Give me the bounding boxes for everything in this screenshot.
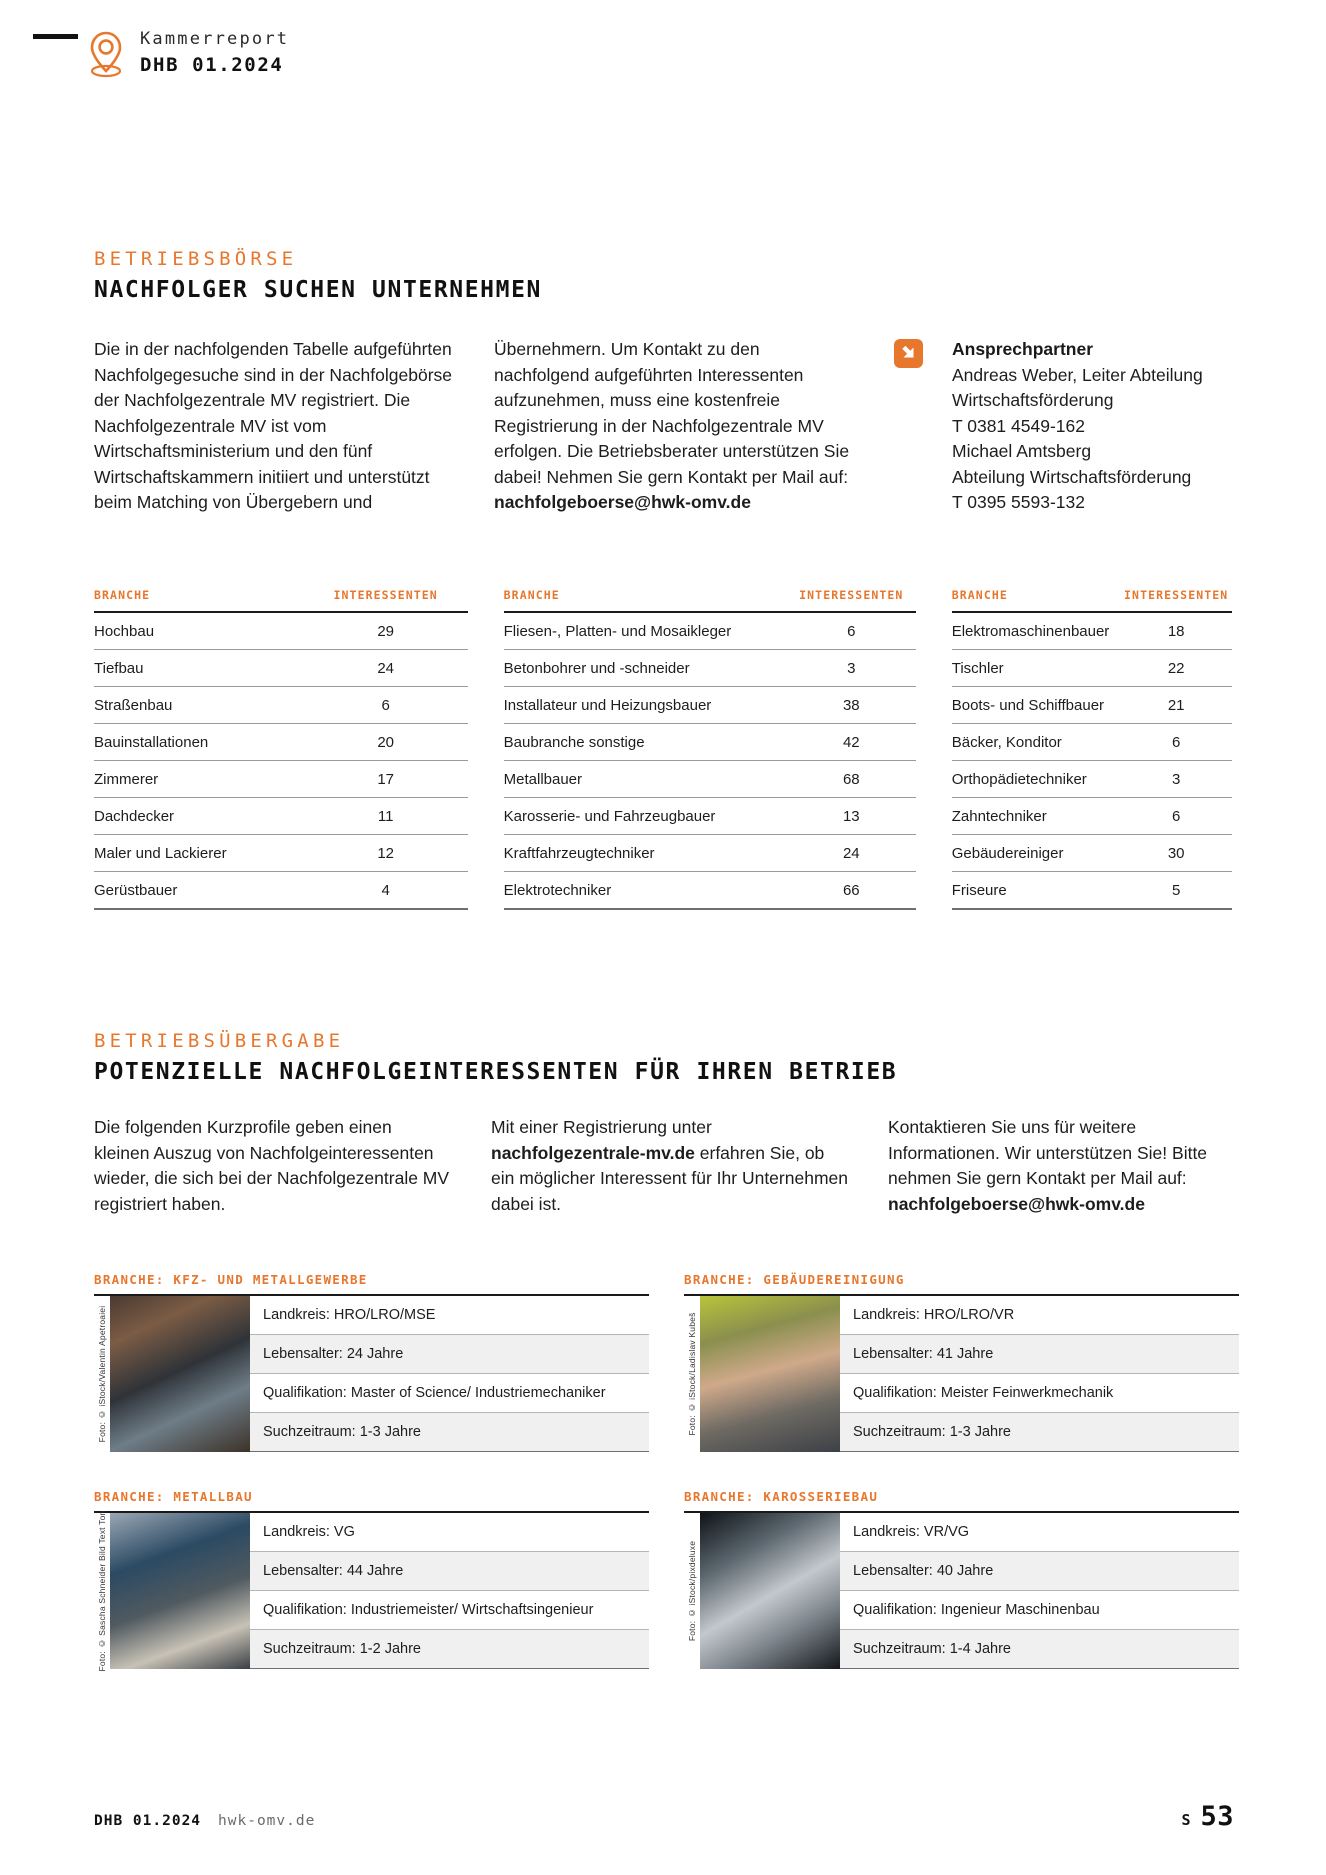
cell-branche: Maler und Lackierer xyxy=(94,835,303,872)
table-row xyxy=(952,687,1232,724)
table-row xyxy=(952,650,1232,687)
section2-headline: POTENZIELLE NACHFOLGEINTERESSENTEN FÜR IHREN BETRIEB xyxy=(94,1059,898,1085)
table-row xyxy=(504,612,916,650)
card-branche-label: BRANCHE: GEBÄUDEREINIGUNG xyxy=(684,1272,905,1287)
cell-branche: Kraftfahrzeugtechniker xyxy=(504,835,787,872)
table-row xyxy=(94,872,468,910)
photo-credit-text: Foto: © iStock/Ladislav Kubeš xyxy=(687,1312,697,1436)
table-column-1 xyxy=(94,588,468,910)
cell-interessenten: 68 xyxy=(786,761,916,798)
profile-card xyxy=(684,1489,1239,1669)
card-detail-row: Suchzeitraum: 1-3 Jahre xyxy=(840,1413,1239,1452)
table-column-3 xyxy=(952,588,1232,910)
table-body-1 xyxy=(94,612,468,909)
section2-email-link[interactable]: nachfolgeboerse@hwk-omv.de xyxy=(888,1193,1145,1214)
cell-interessenten: 22 xyxy=(1120,650,1232,687)
table-row xyxy=(504,872,916,910)
section2-column-c xyxy=(888,1115,1238,1217)
location-pin-icon xyxy=(88,30,124,82)
table-row xyxy=(94,612,468,650)
cell-interessenten: 24 xyxy=(786,835,916,872)
cell-branche: Gebäudereiniger xyxy=(952,835,1121,872)
card-detail-row: Qualifikation: Meister Feinwerkmechanik xyxy=(840,1374,1239,1413)
contact-phone-2: T 0395 5593-132 xyxy=(952,492,1085,512)
cell-interessenten: 5 xyxy=(1120,872,1232,910)
section1-column-b-text: Übernehmern. Um Kontakt zu den nachfolgend aufgeführten Interessenten aufzunehmen, muss eine kostenfreie Registrierung in der Nachfolgezentrale MV erfolgen. Die Betriebsberater unterstützen Sie dabei! Nehmen Sie gern Kontakt per Mail auf: xyxy=(494,339,850,487)
contact-line-5: Abteilung Wirtschaftsförderung xyxy=(952,466,1192,487)
hand-with-precision-tools-photo xyxy=(700,1296,840,1452)
card-detail-row: Suchzeitraum: 1-3 Jahre xyxy=(250,1413,649,1452)
section2-column-b xyxy=(491,1115,888,1217)
arrow-down-right-icon xyxy=(894,339,923,368)
table-row xyxy=(94,761,468,798)
cell-interessenten: 6 xyxy=(1120,798,1232,835)
photo-credit-text: Foto: © iStock/pixdeluxe xyxy=(687,1540,697,1642)
cell-interessenten: 20 xyxy=(303,724,468,761)
header-text-block xyxy=(140,28,289,78)
contact-line-1: Andreas Weber, Leiter Abteilung xyxy=(952,364,1203,385)
cell-interessenten: 6 xyxy=(303,687,468,724)
card-detail-row: Landkreis: HRO/LRO/MSE xyxy=(250,1296,649,1335)
cell-interessenten: 30 xyxy=(1120,835,1232,872)
footer-page-prefix: S xyxy=(1181,1811,1192,1829)
section2-columns xyxy=(94,1115,1239,1217)
cell-branche: Zahntechniker xyxy=(952,798,1121,835)
cell-branche: Installateur und Heizungsbauer xyxy=(504,687,787,724)
kammerreport-label: Kammerreport xyxy=(140,29,290,49)
section1-column-b xyxy=(494,337,894,516)
table-row xyxy=(504,687,916,724)
contact-title: Ansprechpartner xyxy=(952,339,1094,359)
table-header-interessenten: INTERESSENTEN xyxy=(786,588,916,612)
table-row xyxy=(952,798,1232,835)
card-branche-label: BRANCHE: METALLBAU xyxy=(94,1489,253,1504)
card-body xyxy=(684,1294,1239,1452)
table-header-row xyxy=(504,588,916,612)
footer-page-number: 53 xyxy=(1200,1801,1234,1832)
table-row xyxy=(504,650,916,687)
section1-email-link[interactable]: nachfolgeboerse@hwk-omv.de xyxy=(494,492,751,512)
table-column-2 xyxy=(504,588,916,910)
cell-interessenten: 18 xyxy=(1120,612,1232,650)
cell-branche: Orthopädietechniker xyxy=(952,761,1121,798)
cell-branche: Betonbohrer und -schneider xyxy=(504,650,787,687)
card-branche-label: BRANCHE: KAROSSERIEBAU xyxy=(684,1489,879,1504)
table-body-2 xyxy=(504,612,916,909)
card-row xyxy=(94,1272,1239,1452)
card-detail-row: Landkreis: VR/VG xyxy=(840,1513,1239,1552)
table-row xyxy=(94,650,468,687)
card-detail-rows xyxy=(250,1296,649,1452)
section2-column-b-post: erfahren Sie, ob ein möglicher Interessent für Ihr Unternehmen dabei ist. xyxy=(491,1142,848,1214)
cell-branche: Karosserie- und Fahrzeugbauer xyxy=(504,798,787,835)
contact-block xyxy=(894,337,1234,516)
table-row xyxy=(504,724,916,761)
table-row xyxy=(94,687,468,724)
section-betriebsuebergabe xyxy=(94,1030,1239,1217)
footer-right xyxy=(1181,1801,1234,1832)
table-row xyxy=(94,798,468,835)
table-row xyxy=(94,835,468,872)
cell-interessenten: 38 xyxy=(786,687,916,724)
cell-branche: Tiefbau xyxy=(94,650,303,687)
table-gap-2 xyxy=(916,588,952,910)
cell-interessenten: 17 xyxy=(303,761,468,798)
table-header-branche: BRANCHE xyxy=(94,588,303,612)
profile-card xyxy=(94,1272,649,1452)
page-footer xyxy=(94,1801,1234,1832)
section-betriebsboerse xyxy=(94,248,1234,516)
card-detail-row: Qualifikation: Industriemeister/ Wirtschaftsingenieur xyxy=(250,1591,649,1630)
cell-branche: Friseure xyxy=(952,872,1121,910)
table-header-interessenten: INTERESSENTEN xyxy=(1120,588,1232,612)
cell-branche: Gerüstbauer xyxy=(94,872,303,910)
card-detail-rows xyxy=(250,1513,649,1669)
branchen-table xyxy=(94,588,1232,910)
cell-interessenten: 11 xyxy=(303,798,468,835)
section2-column-a: Die folgenden Kurzprofile geben einen kleinen Auszug von Nachfolgeinteressenten wieder, die sich bei der Nachfolgezentrale MV registriert haben. xyxy=(94,1117,450,1214)
section2-column-b-pre: Mit einer Registrierung unter xyxy=(491,1117,712,1137)
cell-branche: Elektrotechniker xyxy=(504,872,787,910)
card-detail-row: Lebensalter: 44 Jahre xyxy=(250,1552,649,1591)
card-detail-row: Qualifikation: Ingenieur Maschinenbau xyxy=(840,1591,1239,1630)
table-header-branche: BRANCHE xyxy=(504,588,787,612)
cell-branche: Straßenbau xyxy=(94,687,303,724)
footer-left xyxy=(94,1813,315,1829)
page-header xyxy=(0,28,1326,98)
section2-column-c-pre: Kontaktieren Sie uns für weitere Informationen. Wir unterstützen Sie! Bitte nehmen Sie gern Kontakt per Mail auf: xyxy=(888,1117,1208,1188)
cell-interessenten: 13 xyxy=(786,798,916,835)
profile-card xyxy=(94,1489,649,1672)
table-gap-1 xyxy=(468,588,504,910)
cell-branche: Bäcker, Konditor xyxy=(952,724,1121,761)
photo-credit-text: Foto: © Sascha Schneider Bild Text Ton xyxy=(97,1510,107,1672)
card-detail-row: Lebensalter: 24 Jahre xyxy=(250,1335,649,1374)
contact-line-2: Wirtschaftsförderung xyxy=(952,390,1114,410)
photo-credit xyxy=(684,1296,700,1452)
cell-interessenten: 21 xyxy=(1120,687,1232,724)
section2-registration-link[interactable]: nachfolgezentrale-mv.de xyxy=(491,1142,695,1163)
table-body-3 xyxy=(952,612,1232,909)
contact-phone-1: T 0381 4549-162 xyxy=(952,415,1085,436)
profile-cards xyxy=(94,1272,1239,1706)
table-header-row xyxy=(94,588,468,612)
header-rule xyxy=(33,34,78,39)
table-row xyxy=(952,612,1232,650)
section1-column-a: Die in der nachfolgenden Tabelle aufgeführten Nachfolgegesuche sind in der Nachfolgebörse der Nachfolgezentrale MV registriert. Die Nachfolgezentrale MV ist vom Wirtschaftsministerium und den fünf Wirtschaftskammern initiiert und unterstützt beim Matching von Übergebern und xyxy=(94,339,453,512)
card-row xyxy=(94,1489,1239,1672)
cell-interessenten: 6 xyxy=(786,612,916,650)
photo-credit xyxy=(94,1510,110,1672)
cell-interessenten: 6 xyxy=(1120,724,1232,761)
cell-interessenten: 66 xyxy=(786,872,916,910)
cell-interessenten: 24 xyxy=(303,650,468,687)
cell-branche: Metallbauer xyxy=(504,761,787,798)
card-detail-row: Lebensalter: 41 Jahre xyxy=(840,1335,1239,1374)
section1-columns xyxy=(94,337,1234,516)
cell-interessenten: 3 xyxy=(1120,761,1232,798)
contact-line-4: Michael Amtsberg xyxy=(952,441,1092,461)
header-issue-label: DHB 01.2024 xyxy=(140,54,284,76)
cell-interessenten: 4 xyxy=(303,872,468,910)
card-detail-rows xyxy=(840,1513,1239,1669)
card-detail-row: Qualifikation: Master of Science/ Industriemechaniker xyxy=(250,1374,649,1413)
table-row xyxy=(952,835,1232,872)
cell-branche: Bauinstallationen xyxy=(94,724,303,761)
table-row xyxy=(504,835,916,872)
cell-branche: Dachdecker xyxy=(94,798,303,835)
card-branche-label: BRANCHE: KFZ- UND METALLGEWERBE xyxy=(94,1272,368,1287)
card-detail-row: Landkreis: VG xyxy=(250,1513,649,1552)
card-body xyxy=(94,1510,649,1672)
table-row xyxy=(952,761,1232,798)
mechanic-working-on-car-part-photo xyxy=(110,1296,250,1452)
card-detail-rows xyxy=(840,1296,1239,1452)
footer-url[interactable]: hwk-omv.de xyxy=(218,1813,316,1829)
section1-kicker: BETRIEBSBÖRSE xyxy=(94,248,298,270)
cell-interessenten: 29 xyxy=(303,612,468,650)
worker-at-machine-in-workshop-photo xyxy=(110,1513,250,1669)
table-row xyxy=(952,724,1232,761)
cell-branche: Tischler xyxy=(952,650,1121,687)
cell-branche: Boots- und Schiffbauer xyxy=(952,687,1121,724)
cell-branche: Zimmerer xyxy=(94,761,303,798)
card-detail-row: Landkreis: HRO/LRO/VR xyxy=(840,1296,1239,1335)
table-header-interessenten: INTERESSENTEN xyxy=(303,588,468,612)
cell-interessenten: 42 xyxy=(786,724,916,761)
car-wheel-rim-repair-photo xyxy=(700,1513,840,1669)
cell-branche: Fliesen-, Platten- und Mosaikleger xyxy=(504,612,787,650)
card-detail-row: Suchzeitraum: 1-2 Jahre xyxy=(250,1630,649,1669)
cell-branche: Baubranche sonstige xyxy=(504,724,787,761)
card-body xyxy=(94,1294,649,1452)
photo-credit xyxy=(94,1296,110,1452)
cell-branche: Hochbau xyxy=(94,612,303,650)
table-header-row xyxy=(952,588,1232,612)
card-detail-row: Suchzeitraum: 1-4 Jahre xyxy=(840,1630,1239,1669)
cell-interessenten: 12 xyxy=(303,835,468,872)
card-detail-row: Lebensalter: 40 Jahre xyxy=(840,1552,1239,1591)
photo-credit-text: Foto: © iStock/Valentin Apetroaiei xyxy=(97,1305,107,1443)
footer-issue: DHB 01.2024 xyxy=(94,1813,202,1829)
card-body xyxy=(684,1511,1239,1669)
section1-headline: NACHFOLGER SUCHEN UNTERNEHMEN xyxy=(94,277,542,303)
cell-interessenten: 3 xyxy=(786,650,916,687)
table-row xyxy=(94,724,468,761)
cell-branche: Elektromaschinenbauer xyxy=(952,612,1121,650)
section2-kicker: BETRIEBSÜBERGABE xyxy=(94,1030,345,1052)
photo-credit xyxy=(684,1513,700,1669)
profile-card xyxy=(684,1272,1239,1452)
table-header-branche: BRANCHE xyxy=(952,588,1121,612)
table-row xyxy=(952,872,1232,910)
table-row xyxy=(504,798,916,835)
table-row xyxy=(504,761,916,798)
